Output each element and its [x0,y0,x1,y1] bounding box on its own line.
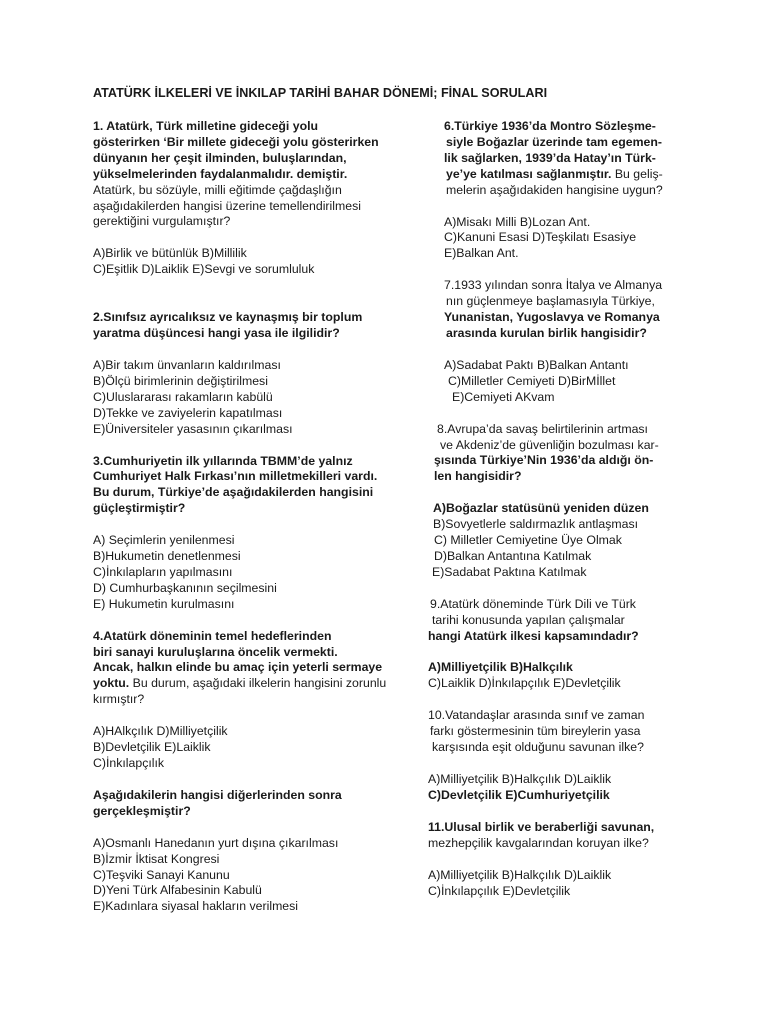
answer-options: C) Milletler Cemiyetine Üye Olmak [434,533,622,548]
question-text: 1. Atatürk, Türk milletine gideceği yolu [93,119,319,133]
answer-options: C)Teşviki Sanayi Kanunu [93,867,230,882]
answer-options: A)Misakı Milli B)Lozan Ant. [444,214,591,229]
question-text: 6.Türkiye 1936’da Montro Sözleşme- [444,119,656,133]
answer-options: A)Osmanlı Hanedanın yurt dışına çıkarılması [93,835,339,850]
answer-options: A) Seçimlerin yenilenmesi [93,533,235,548]
answer-options: A)HAlkçılık D)Milliyetçilik [93,724,228,739]
question-text: len hangisidir? [434,469,522,484]
question-text: karşısında eşit olduğunu savunan ilke? [432,740,644,755]
answer-options: D) Cumhurbaşkanının seçilmesini [93,580,277,595]
answer-options: E)Kadınlara siyasal hakların verilmesi [93,899,299,914]
question-block [424,597,754,693]
answer-options: C)İnkılapların yapılmasını [93,564,233,579]
question-block [93,454,423,613]
answer-options: B)Sovyetlerle saldırmazlık antlaşması [433,517,639,532]
question-text: melerin aşağıdakiden hangisine uygun? [446,182,663,197]
question-text: biri sanayi kuruluşlarına öncelik vermekti. [93,644,338,659]
question-text: 2.Sınıfsız ayrıcalıksız ve kaynaşmış bir toplum [93,310,363,325]
question-text: 8.Avrupa’da savaş belirtilerinin artması [437,421,648,436]
question-text: Cumhuriyet Halk Fırkası’nın milletmekilleri vardı. [93,469,378,484]
answer-options: D)Tekke ve zaviyelerin kapatılması [93,405,283,420]
question-text: şısında Türkiye’Nin 1936’da aldığı ön- [434,453,654,468]
question-block [424,422,754,581]
answer-options: C)İnkılapçılık [93,756,165,770]
answer-options: A)Sadabat Paktı B)Balkan Antantı [444,357,629,372]
question-text: yaratma düşüncesi hangi yasa ile ilgilidir? [93,326,340,341]
answer-options: A)Boğazlar statüsünü yeniden düzen [433,501,649,516]
right-column [424,119,754,915]
question-text: ye’ye katılması sağlanmıştır. Bu geliş- [446,166,663,181]
answer-options: C)Kanuni Esasi D)Teşkilatı Esasiye [444,230,637,245]
question-block [424,119,754,262]
question-text: 7.1933 yılından sonra İtalya ve Almanya [444,278,663,293]
question-text: Yunanistan, Yugoslavya ve Romanya [444,310,660,325]
answer-options: A)Bir takım ünvanların kaldırılması [93,357,281,372]
question-text: farkı göstermesinin tüm bireylerin yasa [430,724,641,739]
answer-options: C)İnkılapçılık E)Devletçilik [428,883,571,898]
question-text: aşağıdakilerden hangisi üzerine temellendirilmesi [93,198,361,213]
question-text: Aşağıdakilerin hangisi diğerlerinden sonra [93,787,342,802]
answer-options: B)İzmir İktisat Kongresi [93,851,220,866]
question-text: kırmıştır? [93,692,145,707]
question-text: arasında kurulan birlik hangisidir? [446,325,647,340]
left-column [93,119,423,931]
answer-options: A)Birlik ve bütünlük B)Millilik [93,246,247,261]
question-text: 10.Vatandaşlar arasında sınıf ve zaman [428,708,645,723]
question-text: 9.Atatürk döneminde Türk Dili ve Türk [430,596,636,611]
question-block [93,788,423,915]
answer-options: E)Sadabat Paktına Katılmak [432,564,587,579]
question-text: nın güçlenmeye başlamasıyla Türkiye, [446,294,655,309]
question-text: gerçekleşmiştir? [93,803,191,818]
question-text: ve Akdeniz’de güvenliğin bozulması kar- [440,437,659,452]
question-block [424,708,754,804]
answer-options: C)Laiklik D)İnkılapçılık E)Devletçilik [428,676,621,691]
question-text: 4.Atatürk döneminin temel hedeflerinden [93,628,332,643]
question-text: yükselmelerinden faydalanmalıdır. demiştir. [93,166,348,181]
answer-options: D)Balkan Antantına Katılmak [434,548,592,563]
answer-options: E)Cemiyeti AKvam [452,389,555,404]
question-text: 11.Ulusal birlik ve beraberliği savunan, [428,819,655,834]
question-block [93,119,423,294]
question-text: mezhepçilik kavgalarından koruyan ilke? [428,835,649,850]
page-title: ATATÜRK İLKELERİ VE İNKILAP TARİHİ BAHAR DÖNEMİ; FİNAL SORULARI [93,86,548,100]
answer-options: E)Balkan Ant. [444,246,519,261]
question-text: 3.Cumhuriyetin ilk yıllarında TBMM’de yalnız [93,453,353,468]
answer-options: C)Uluslararası rakamların kabülü [93,389,273,404]
answer-options: A)Milliyetçilik B)Halkçılık D)Laiklik [428,867,612,882]
question-block [93,310,423,437]
answer-options: C)Milletler Cemiyeti D)BirMİllet [448,373,616,388]
question-text: güçleştirmiştir? [93,501,186,516]
question-text: gösterirken ‘Bir millete gideceği yolu gösterirken [93,134,379,149]
question-text: hangi Atatürk ilkesi kapsamındadır? [428,628,639,643]
question-block [93,629,423,772]
answer-options: B)Hukumetin denetlenmesi [93,549,241,564]
question-text: Bu durum, Türkiye’de aşağıdakilerden hangisini [93,485,374,500]
question-block [424,278,754,405]
answer-options: A)Milliyetçilik B)Halkçılık [428,660,573,675]
answer-options: E)Üniversiteler yasasının çıkarılması [93,421,293,436]
question-text: lik sağlarken, 1939’da Hatay’ın Türk- [444,150,656,165]
question-text: tarihi konusunda yapılan çalışmalar [432,612,625,627]
question-text: Ancak, halkın elinde bu amaç için yeterli sermaye [93,660,383,675]
answer-options: D)Yeni Türk Alfabesinin Kabulü [93,883,262,898]
answer-options: C)Devletçilik E)Cumhuriyetçilik [428,787,610,802]
answer-options: C)Eşitlik D)Laiklik E)Sevgi ve sorumluluk [93,262,315,277]
question-text: siyle Boğazlar üzerinde tam egemen- [446,134,662,149]
question-text: dünyanın her çeşit ilminden, buluşlarından, [93,150,347,165]
question-text: gerektiğini vurgulamıştır? [93,214,231,229]
question-text: Atatürk, bu sözüyle, milli eğitimde çağdaşlığın [93,182,342,197]
answer-options: E) Hukumetin kurulmasını [93,596,235,611]
answer-options: A)Milliyetçilik B)Halkçılık D)Laiklik [428,772,612,786]
answer-options: B)Devletçilik E)Laiklik [93,740,211,755]
question-block [424,820,754,900]
answer-options: B)Ölçü birimlerinin değiştirilmesi [93,373,268,388]
question-text: yoktu. Bu durum, aşağıdaki ilkelerin hangisini zorunlu [93,676,387,691]
